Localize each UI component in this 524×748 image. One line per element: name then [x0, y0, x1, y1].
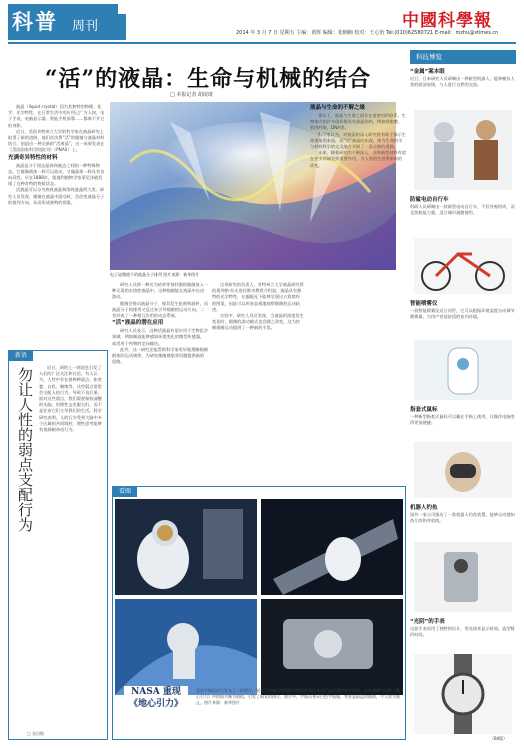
digest-item — [410, 406, 516, 426]
article-title: “活”的液晶：生命与机械的结合 — [44, 66, 372, 92]
digest-item-body: 一种新型指套式鼠标可以戴在手指上使用，让操作电脑变得更加便捷。 — [410, 414, 515, 425]
paragraph: 事实上，液晶与生命之间存在着密切的联系。生物体内的许多组织都具有液晶结构，例如细胞膜、肌肉纤维、DNA等。 — [310, 113, 406, 131]
commentary-body — [39, 365, 105, 725]
paragraph: 此外，这一研究还能帮助科学家更好地理解细菌群体的运动规律，为研究细菌感染等问题提供新的思路。 — [112, 346, 208, 365]
header-rule — [8, 42, 516, 44]
digest-item — [410, 618, 516, 638]
commentary-tag: 新语 — [9, 351, 33, 361]
section-heading: “活”液晶的潜在应用 — [112, 320, 164, 327]
paragraph: 液晶（liquid crystal）因为其独特的物理、化学、光学特性，在日常生活中的应用已广为人知，电子手表、电脑显示器、智能手机屏幕……都离不开它的身影。 — [8, 104, 105, 128]
digest-item-title: “金属”案本眼 — [410, 69, 445, 75]
paragraph: 实验中，研究人员还发现，当液晶的浓度发生变化时，细菌的游动模式也会随之改变，这为控制细菌运动提供了一种新的手段。 — [212, 313, 304, 331]
digest-item — [410, 68, 516, 88]
mouse-image — [414, 442, 512, 498]
digest-item-title: 智能喷雾仪 — [410, 301, 438, 307]
article-col-3b — [310, 104, 406, 480]
digest-item — [410, 504, 516, 524]
bicycle-image — [414, 238, 512, 294]
article-col-2 — [112, 282, 208, 480]
paragraph: 未来，随着研究的不断深入，这种新型材料有望在更多领域发挥重要作用，为人类的生活带来新的改变。 — [310, 150, 406, 168]
photo-feature-tag: 看图 — [113, 487, 137, 497]
page-footer-note: （B4版） — [490, 736, 508, 741]
watch-image — [414, 654, 512, 734]
paragraph: 细菌会推动液晶分子，使其发生扭曲和旋转，而液晶分子的排列又反过来引导细菌的运动方向，二者形成了一种相互作用的动态系统。 — [112, 300, 208, 319]
paragraph: 研究人员表示，这种活液晶有望应用于生物医学领域，例如制造能够感知环境变化的微型传感器，或者用于药物的定向输送。 — [112, 328, 208, 346]
paragraph: 近日，美国肯特州立大学的科学家在液晶研究上取得了新的进展，他们首次将“活”的细菌与液晶材料结合，创造出一种全新的“活液晶”，这一成果发表在《美国国家科学院院刊》（PNAS）上。 — [8, 128, 105, 153]
fishing-robot-image — [414, 542, 512, 612]
section-heading: 液晶与生命的不解之缘 — [310, 105, 366, 111]
digest-item-body: 一款智能喷雾仪近日问世，它可以根据环境湿度自动调节喷雾量，为用户营造舒适的室内环境。 — [410, 308, 515, 319]
newspaper-logo: 中國科學報 — [402, 11, 492, 31]
digest-item — [410, 196, 516, 216]
issue-meta: 2014 年 3 月 7 日 星期五 主编：黄辉 编辑：张楠楠 校对：王心怡 Tel:(010)62580721 E-mail：mzhu@stimes.cn — [236, 30, 499, 36]
humidifier-image — [414, 340, 512, 400]
photo-feature-caption: 美国宇航局近日发布了一组照片，展示了宇航员在国际空间站外执行太空行走任务的真实场景。这些画面与电影《地心引力》中的情节颇为相似，引发了网友的热议。照片中，宇航员身穿白色宇航服，背景是蔚蓝的地球，令人叹为观止。图片来源：新华图片 — [196, 688, 400, 705]
page-header — [0, 0, 524, 46]
digest-item-title: “光阴”的手表 — [410, 619, 445, 625]
commentary-title: 勿让人性的弱点支配行为 — [16, 367, 34, 532]
commentary-author: □ 张田勘 — [27, 731, 45, 736]
photo-caption: 电子显微镜下的液晶分子排列 图片来源：新华图片 — [110, 272, 200, 277]
section-title: 科普 — [12, 9, 58, 34]
paragraph: 活液晶可以分为热致液晶和溶致液晶两大类。研究人员发现，细菌在液晶中游动时，会改变液晶分子的排列方向，从而形成独特的图案。 — [8, 187, 105, 205]
paragraph: 液晶是介于固态晶体和液态之间的一种特殊物态，它既像液体一样可以流动，又像晶体一样具有各向异性。早在1888年，奥地利植物学家莱尼泽就发现了这种奇特的物质状态。 — [8, 162, 105, 187]
tech-digest-column — [410, 50, 516, 740]
digest-item-title: 机器人钓鱼 — [410, 505, 438, 511]
robot-image — [414, 110, 512, 190]
article-byline: □ 本报记者 胡珉琦 — [170, 92, 213, 98]
digest-item-body: 国外一家公司推出了一款机器人钓鱼装置，能够自动感知鱼儿咬钩并收线。 — [410, 512, 515, 523]
section-heading: 充满奇异特性的材料 — [8, 154, 58, 161]
paragraph: 科学家认为，对液晶的深入研究将有助于揭示生命现象的本质，而“活”液晶的出现，则为生命科学与材料科学的交叉融合开辟了一条全新的道路。 — [310, 131, 406, 150]
edition-label: 周刊 — [72, 19, 99, 34]
digest-item-body: 近日，日本研究人员研制出一种新型机器人，能够模仿人类的面部表情，与人进行自然的交流。 — [410, 76, 515, 87]
commentary-box — [8, 350, 108, 740]
article-col-1 — [8, 104, 106, 344]
article-col-3a — [212, 282, 304, 480]
paragraph: 这项研究的负责人、肯特州立大学液晶研究所的奥列格·拉夫连托维奇教授介绍说，液晶具有独特的光学特性，在偏振光下能够呈现出五彩缤纷的图案，因此可以用来直观地观察细菌的运动轨迹。 — [212, 282, 304, 312]
digest-item-title: 防鲨电动自行车 — [410, 197, 449, 203]
digest-item-body: 这款手表采用了独特的设计，用光线来显示时间，造型简约时尚。 — [410, 626, 515, 637]
photo-feature-title: NASA 重现《地心引力》 — [124, 686, 188, 710]
astronaut-photo-grid — [113, 499, 405, 695]
digest-item — [410, 300, 516, 320]
digest-item-body: 科研人员研制出一款新型电动自行车，不仅外观时尚，而且续航能力强，适合城市通勤使用。 — [410, 204, 515, 215]
section-band-tail — [118, 14, 126, 40]
paragraph: 研究人员将一种名为枯草芽孢杆菌的细菌放入一种无毒的水溶性液晶中，这种细菌能在液晶中自由游动。 — [112, 282, 208, 300]
digest-item-title: 指套式鼠标 — [410, 407, 438, 413]
tech-digest-tag: 科技博览 — [410, 50, 516, 64]
paragraph: 近日，网络上一则消息引发了人们的广泛关注和讨论。有人认为，人性中存在着种种弱点，如贪婪、自私、懒惰等，这些弱点常常会支配人的行为，导致不良后果。面对这些弱点，我们需要保持清醒的头脑，用理性去克服它们，而不是任由它们主导我们的生活。科学研究表明，人的行为受到大脑中多个区域的共同调控，理性思考能够有效抑制冲动行为。 — [39, 365, 102, 433]
